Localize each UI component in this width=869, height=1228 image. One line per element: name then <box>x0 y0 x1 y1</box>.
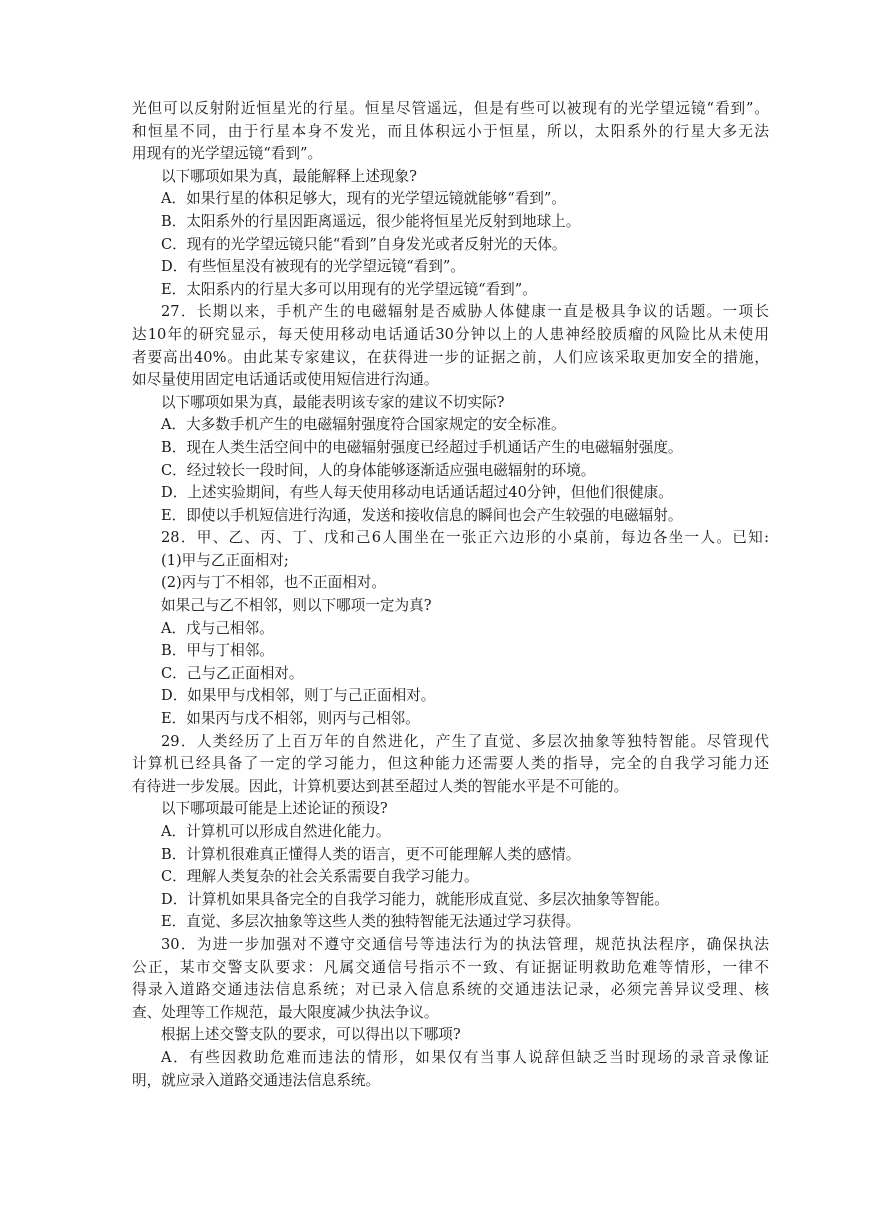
condition-line: (2)丙与丁不相邻，也不正面相对。 <box>161 574 386 592</box>
stem-line: 27．长期以来，手机产生的电磁辐射是否威胁人体健康一直是极具争议的话题。一项长 <box>161 303 769 321</box>
option-e: E．即使以手机短信进行沟通，发送和接收信息的瞬间也会产生较强的电磁辐射。 <box>161 506 683 524</box>
stem-line: 达10年的研究显示，每天使用移动电话通话30分钟以上的人患神经胶质瘤的风险比从未使用 <box>132 325 769 343</box>
stem-line: 得录入道路交通违法信息系统；对已录入信息系统的交通违法记录，必须完善异议受理、核 <box>132 981 769 999</box>
q26-continuation <box>132 98 769 301</box>
option-a: A．计算机可以形成自然进化能力。 <box>161 823 391 840</box>
option-e: E．直觉、多层次抽象等这些人类的独特智能无法通过学习获得。 <box>161 913 581 931</box>
condition-line: (1)甲与乙正面相对; <box>161 551 289 569</box>
option-d: D．计算机如果具备完全的自我学习能力，就能形成直觉、多层次抽象等智能。 <box>161 890 669 908</box>
option-e: E．如果丙与戊不相邻，则丙与己相邻。 <box>161 710 420 728</box>
stem-line: 如尽量使用固定电话通话或使用短信进行沟通。 <box>132 371 439 389</box>
option-a: A．戊与己相邻。 <box>161 619 274 637</box>
stem-line: 查、处理等工作规范，最大限度减少执法争议。 <box>132 1003 439 1021</box>
option-a: A．有些因救助危难而违法的情形，如果仅有当事人说辞但缺乏当时现场的录音录像证 <box>161 1048 769 1066</box>
question-prompt: 如果己与乙不相邻，则以下哪项一定为真? <box>161 597 432 615</box>
option-c: C．现有的光学望远镜只能“看到”自身发光或者反射光的天体。 <box>161 235 567 253</box>
paragraph-line: 用现有的光学望远镜“看到”。 <box>132 145 323 163</box>
stem-line: 28．甲、乙、丙、丁、戊和己6人围坐在一张正六边形的小桌前，每边各坐一人。已知: <box>161 529 769 547</box>
option-b: B．甲与丁相邻。 <box>161 642 274 660</box>
question-prompt: 以下哪项最可能是上述论证的预设? <box>161 800 388 818</box>
option-c: C．经过较长一段时间，人的身体能够逐渐适应强电磁辐射的环境。 <box>161 461 596 479</box>
option-b: B．太阳系外的行星因距离遥远，很少能将恒星光反射到地球上。 <box>161 212 581 230</box>
paragraph-line: 光但可以反射附近恒星光的行星。恒星尽管遥远，但是有些可以被现有的光学望远镜“看到”。 <box>132 100 769 117</box>
option-d: D．如果甲与戊相邻，则丁与己正面相对。 <box>161 687 436 705</box>
question-28 <box>132 527 769 730</box>
option-a: A．大多数手机产生的电磁辐射强度符合国家规定的安全标准。 <box>161 416 566 434</box>
stem-line: 29．人类经历了上百万年的自然进化，产生了直觉、多层次抽象等独特智能。尽管现代 <box>161 732 769 750</box>
option-c: C．理解人类复杂的社会关系需要自我学习能力。 <box>161 868 479 886</box>
option-b: B．计算机很难真正懂得人类的语言，更不可能理解人类的感情。 <box>161 845 581 863</box>
option-b: B．现在人类生活空间中的电磁辐射强度已经超过手机通话产生的电磁辐射强度。 <box>161 438 683 456</box>
question-30 <box>132 934 769 1092</box>
stem-line: 有待进一步发展。因此，计算机要达到甚至超过人类的智能水平是不可能的。 <box>132 777 629 795</box>
option-e: E．太阳系内的行星大多可以用现有的光学望远镜“看到”。 <box>161 280 537 298</box>
stem-line: 30．为进一步加强对不遵守交通信号等违法行为的执法管理，规范执法程序，确保执法 <box>161 935 769 953</box>
option-a-continuation: 明，就应录入道路交通违法信息系统。 <box>132 1071 381 1089</box>
option-d: D．上述实验期间，有些人每天使用移动电话通话超过40分钟，但他们很健康。 <box>161 484 673 502</box>
stem-line: 者要高出40%。由此某专家建议，在获得进一步的证据之前，人们应该采取更加安全的措施， <box>132 348 769 366</box>
stem-line: 计算机已经具备了一定的学习能力，但这种能力还需要人类的指导，完全的自我学习能力还 <box>132 755 769 773</box>
question-prompt: 根据上述交警支队的要求，可以得出以下哪项? <box>161 1026 461 1044</box>
question-27 <box>132 301 769 527</box>
paragraph-line: 和恒星不同，由于行星本身不发光，而且体积远小于恒星，所以，太阳系外的行星大多无法 <box>132 122 769 140</box>
option-d: D．有些恒星没有被现有的光学望远镜“看到”。 <box>161 258 465 276</box>
question-prompt: 以下哪项如果为真，最能表明该专家的建议不切实际? <box>161 393 505 411</box>
option-a: A．如果行星的体积足够大，现有的光学望远镜就能够“看到”。 <box>161 190 566 208</box>
question-prompt: 以下哪项如果为真，最能解释上述现象? <box>161 167 417 185</box>
option-c: C．己与乙正面相对。 <box>161 664 304 682</box>
question-29 <box>132 731 769 934</box>
stem-line: 公正，某市交警支队要求：凡属交通信号指示不一致、有证据证明救助危难等情形，一律不 <box>132 958 769 976</box>
